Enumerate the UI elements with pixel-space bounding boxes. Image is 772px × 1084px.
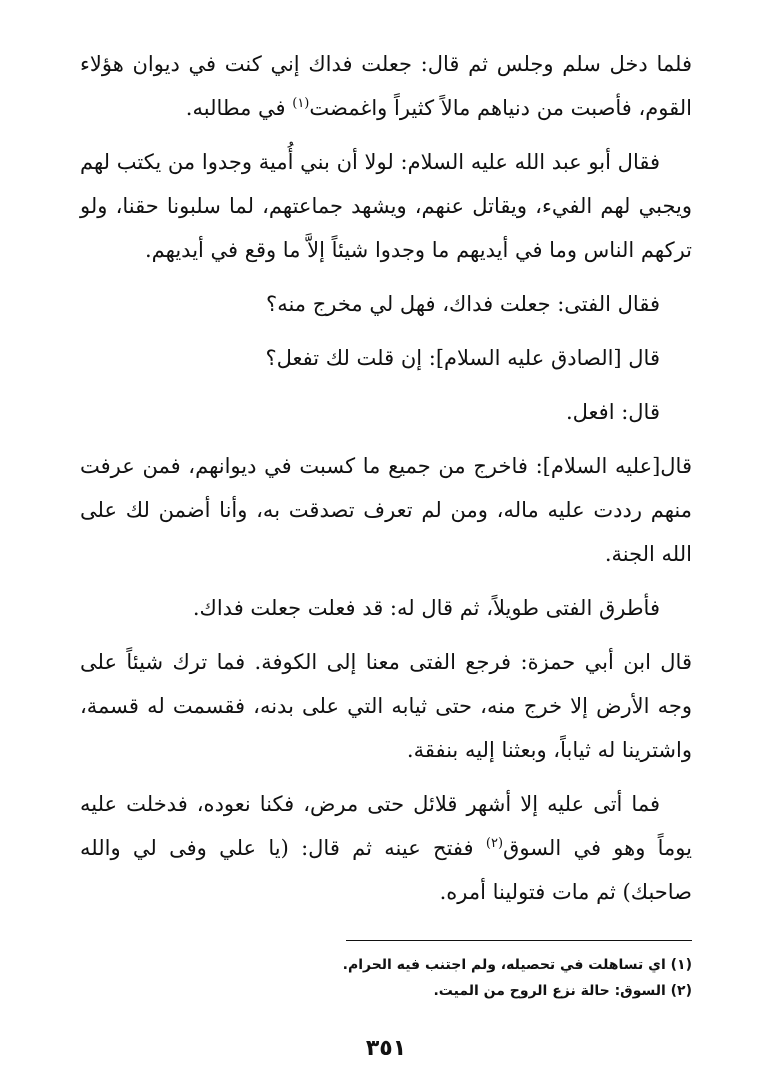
footnote-1: (١) اي تساهلت في تحصيله، ولم اجتنب فيه الحرام. bbox=[342, 957, 692, 973]
paragraph-2: فقال أبو عبد الله عليه السلام: لولا أن بني أُمية وجدوا من يكتب لهم ويجبي لهم الفيء، ويقاتل عنهم، ويشهد جماعتهم، لما سلبونا حقنا، ولو تركهم الناس وما في أيديهم ما وجدوا شيئاً إلاَّ ما وقع في أيديهم. bbox=[80, 150, 692, 262]
main-text bbox=[80, 42, 692, 924]
footnote-ref-2: (٢) bbox=[485, 836, 504, 851]
paragraph-9-text-end: ففتح عينه ثم قال: (يا علي وفى لي والله صاحبك) ثم مات فتولينا أمره. bbox=[80, 836, 692, 904]
paragraph-1 bbox=[80, 42, 692, 130]
paragraph-9 bbox=[80, 782, 692, 914]
paragraph-1-text: فلما دخل سلم وجلس ثم قال: جعلت فداك إني كنت في ديوان هؤلاء القوم، فأصبت من دنياهم مالاً كثيراً واغمضت bbox=[80, 52, 692, 120]
paragraph-4: قال [الصادق عليه السلام]: إن قلت لك تفعل؟ bbox=[265, 346, 660, 370]
paragraph-7: فأطرق الفتى طويلاً، ثم قال له: قد فعلت جعلت فداك. bbox=[192, 596, 660, 620]
paragraph-3: فقال الفتى: جعلت فداك، فهل لي مخرج منه؟ bbox=[266, 292, 660, 316]
footnote-2: (٢) السوق: حالة نزع الروح من الميت. bbox=[433, 983, 692, 999]
paragraph-5: قال: افعل. bbox=[565, 400, 660, 424]
footnote-ref-1: (١) bbox=[292, 96, 310, 111]
paragraph-9-text: فما أتى عليه إلا أشهر قلائل حتى مرض، فكنا نعوده، فدخلت عليه يوماً وهو في السوق bbox=[80, 792, 692, 860]
footnotes bbox=[80, 952, 692, 1004]
footnote-divider bbox=[346, 940, 692, 941]
paragraph-6: قال[عليه السلام]: فاخرج من جميع ما كسبت في ديوانهم، فمن عرفت منهم رددت عليه ماله، ومن لم تعرف تصدقت به، وأنا أضمن لك على الله الجنة. bbox=[80, 454, 692, 566]
paragraph-8: قال ابن أبي حمزة: فرجع الفتى معنا إلى الكوفة. فما ترك شيئاً على وجه الأرض إلا خرج منه، حتى ثيابه التي على بدنه، فقسمت له قسمة، واشترينا له ثياباً، وبعثنا إليه بنفقة. bbox=[80, 650, 692, 762]
page-number: ٣٥١ bbox=[365, 1036, 407, 1061]
paragraph-1-text-end: في مطالبه. bbox=[185, 96, 293, 120]
